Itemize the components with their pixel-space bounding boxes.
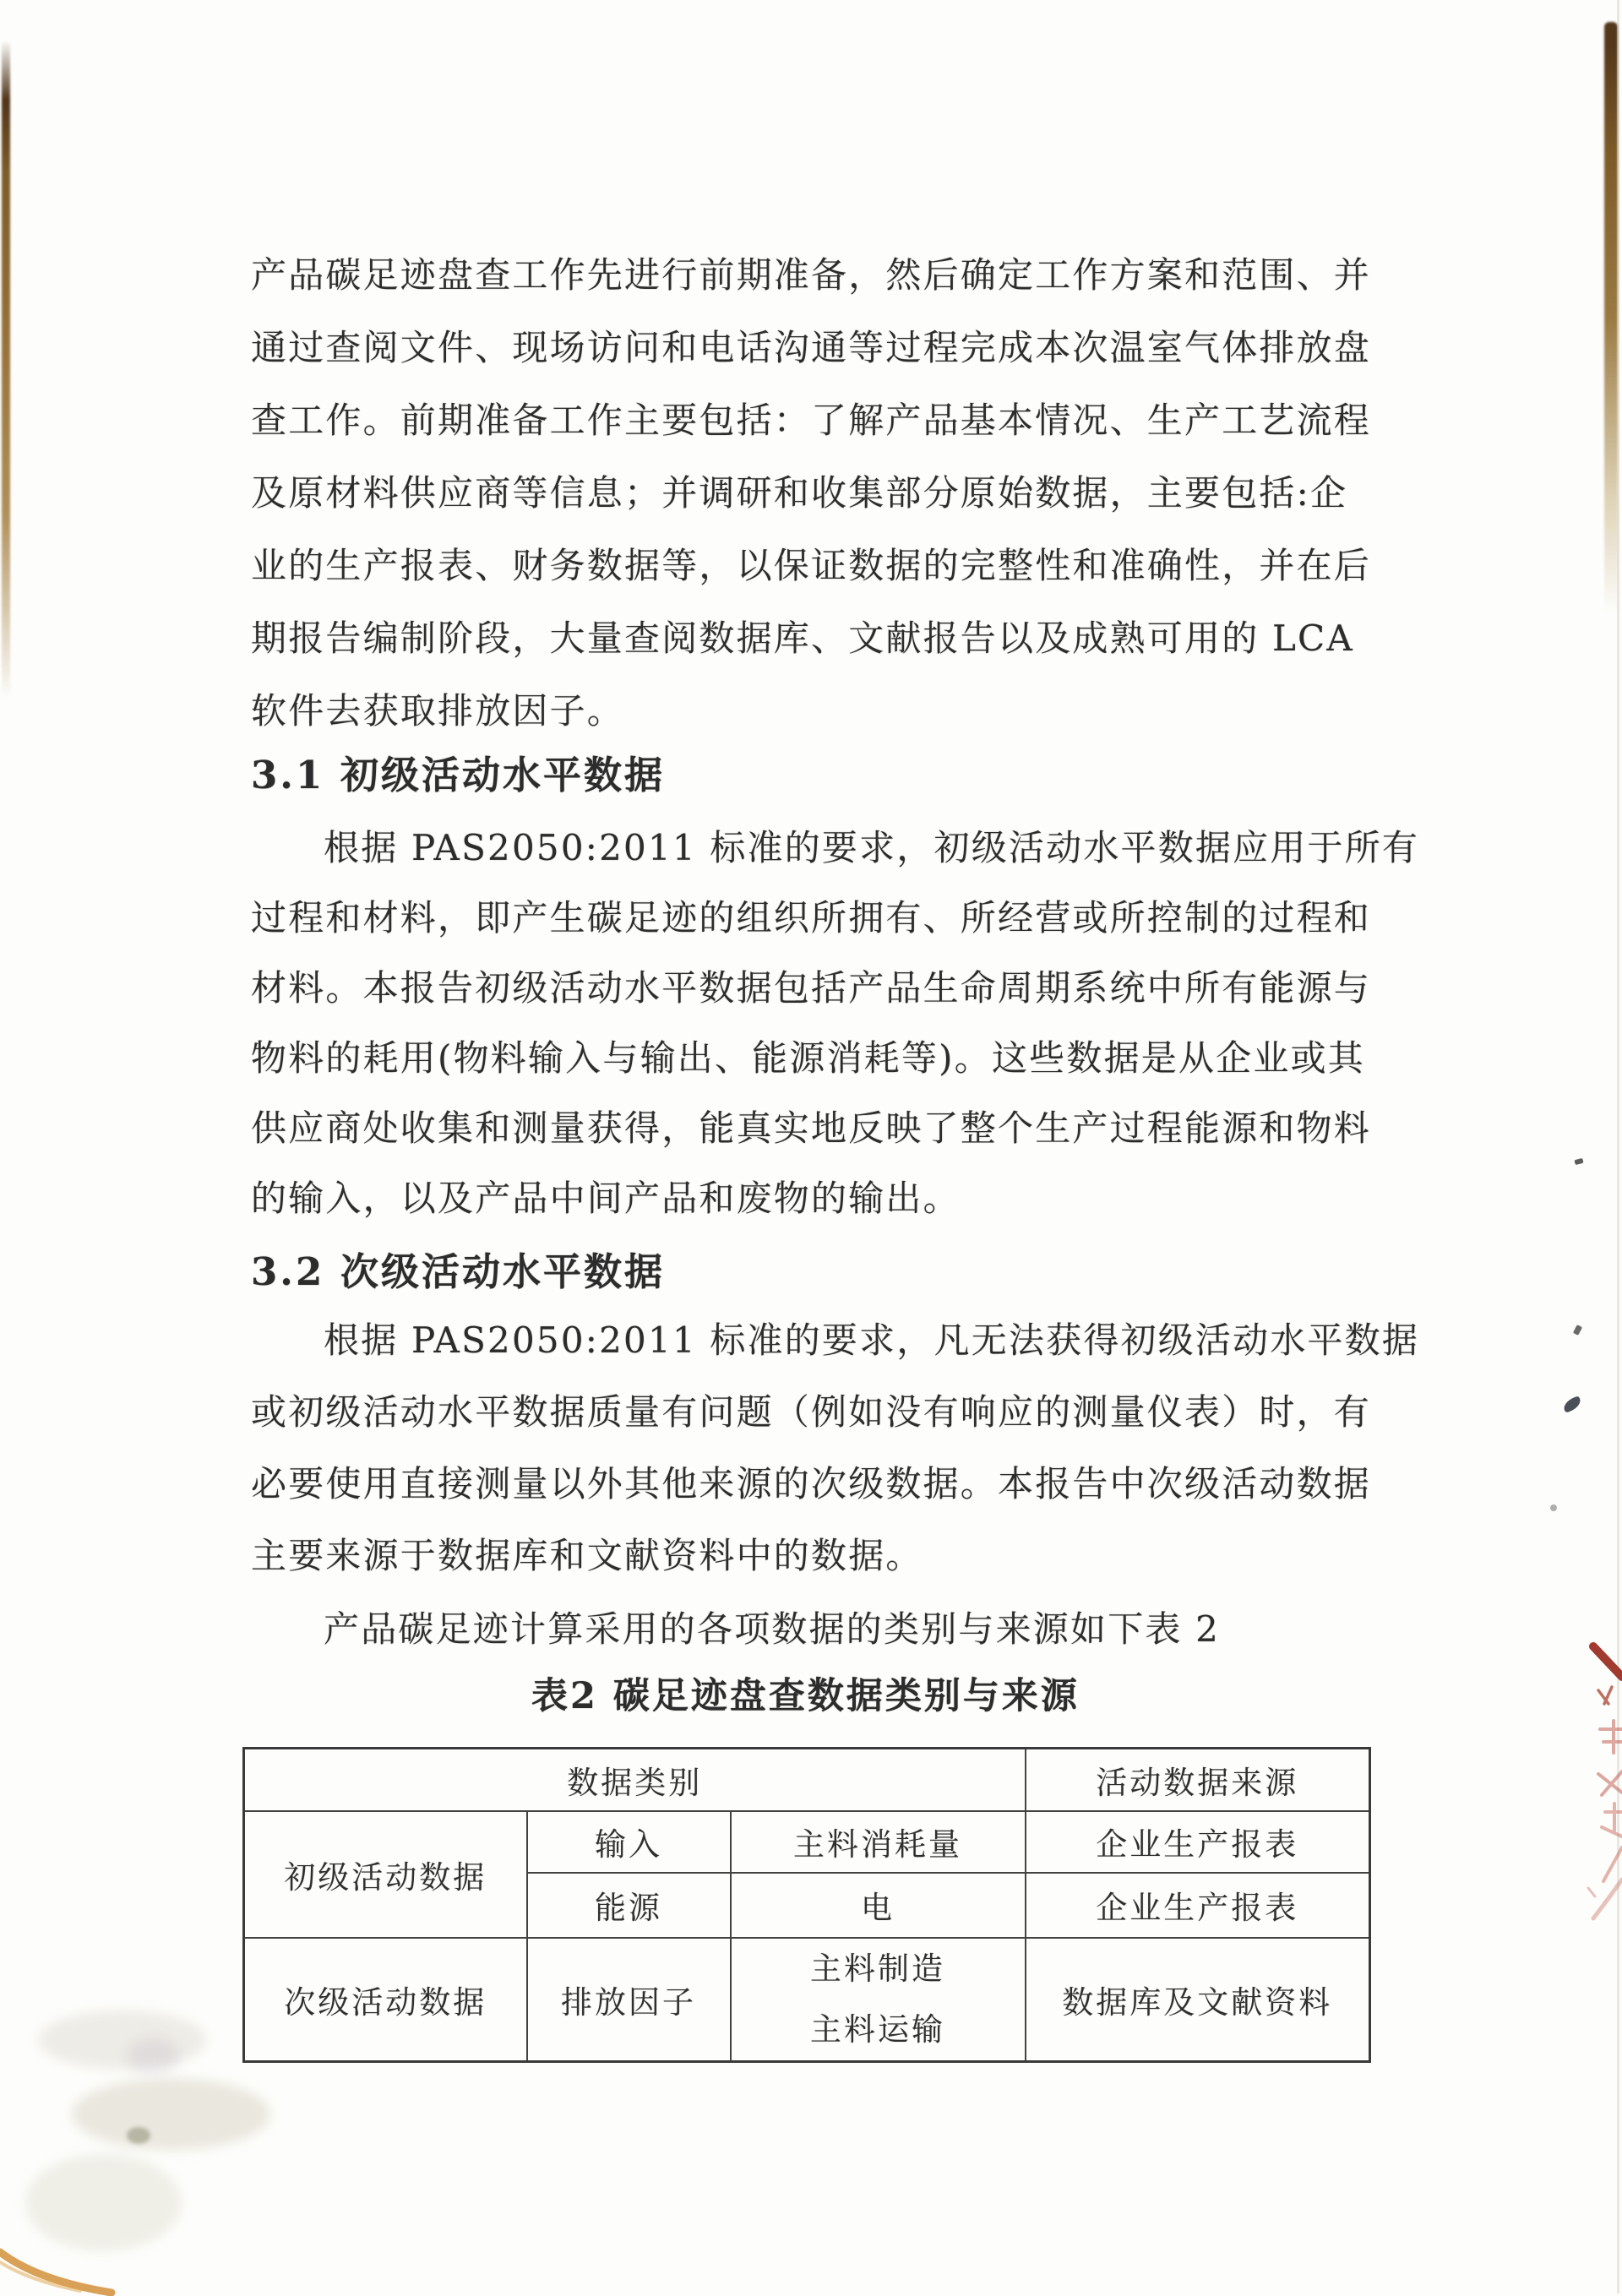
- table-header-row: [244, 1749, 1370, 1811]
- paragraph-line: 的输入，以及产品中间产品和废物的输出。: [251, 1178, 961, 1219]
- paragraph-line: 材料。本报告初级活动水平数据包括产品生命周期系统中所有能源与: [251, 967, 1372, 1009]
- cell-database-literature: 数据库及文献资料: [1026, 1938, 1370, 2062]
- cell-main-material-mfg-transport: [731, 1938, 1026, 2062]
- cell-line: 主料运输: [810, 2010, 946, 2048]
- paragraph-line: 期报告编制阶段，大量查阅数据库、文献报告以及成熟可用的 LCA: [251, 618, 1354, 659]
- ink-speck: [1573, 1325, 1582, 1336]
- paragraph-line: 主要来源于数据库和文献资料中的数据。: [251, 1535, 923, 1576]
- paragraph-table-intro: [251, 1593, 1380, 1666]
- paragraph-line: 供应商处收集和测量获得，能真实地反映了整个生产过程能源和物料: [251, 1107, 1372, 1149]
- cell-enterprise-production-report: 企业生产报表: [1026, 1873, 1370, 1938]
- paragraph-secondary-activity-data: [251, 1304, 1420, 1591]
- cell-primary-activity-data: 初级活动数据: [244, 1811, 527, 1938]
- paragraph-line: 必要使用直接测量以外其他来源的次级数据。本报告中次级活动数据: [251, 1463, 1372, 1504]
- paragraph-line: 软件去获取排放因子。: [251, 690, 625, 732]
- table-caption: 表2 碳足迹盘查数据类别与来源: [531, 1675, 1080, 1717]
- ink-speck: [1561, 1396, 1582, 1413]
- scan-smudge: [127, 2038, 179, 2073]
- paragraph-line: 或初级活动水平数据质量有问题（例如没有响应的测量仪表）时，有: [251, 1391, 1372, 1433]
- scan-edge-streak-right: [1604, 22, 1618, 613]
- cell-line: 主料制造: [810, 1950, 946, 1987]
- table-row: [244, 1938, 1370, 2062]
- paragraph-line: 及原材料供应商等信息；并调研和收集部分原始数据，主要包括:企: [251, 472, 1348, 514]
- section-heading-3-2: 3.2 次级活动水平数据: [251, 1249, 665, 1294]
- paragraph-primary-activity-data: [251, 813, 1420, 1233]
- paragraph-line: 物料的耗用(物料输入与输出、能源消耗等)。这些数据是从企业或其: [251, 1037, 1365, 1079]
- cell-input: 输入: [527, 1811, 731, 1873]
- paragraph-line: 过程和材料，即产生碳足迹的组织所拥有、所经营或所控制的过程和: [251, 897, 1372, 939]
- cell-secondary-activity-data: 次级活动数据: [244, 1938, 527, 2062]
- cell-emission-factor: 排放因子: [527, 1938, 731, 2062]
- scan-smudge: [38, 2010, 207, 2070]
- paragraph-line: 产品碳足迹盘查工作先进行前期准备，然后确定工作方案和范围、并: [251, 254, 1372, 296]
- corner-stain: [0, 2228, 114, 2296]
- table-header-data-category: 数据类别: [244, 1749, 1026, 1811]
- section-heading-3-1: 3.1 初级活动水平数据: [251, 753, 665, 797]
- cell-main-material-consumption: 主料消耗量: [731, 1811, 1026, 1873]
- ink-speck: [1550, 1504, 1557, 1511]
- paragraph-line: 根据 PAS2050:2011 标准的要求，凡无法获得初级活动水平数据: [324, 1319, 1420, 1361]
- cell-energy: 能源: [527, 1873, 731, 1938]
- ink-speck: [1574, 1158, 1583, 1165]
- table-header-activity-source: 活动数据来源: [1026, 1749, 1370, 1811]
- red-annotation-marks: [1563, 1635, 1622, 1926]
- scan-page-edge-line: [1617, 0, 1619, 2293]
- paragraph-intro: [251, 239, 1380, 748]
- paragraph-line: 产品碳足迹计算采用的各项数据的类别与来源如下表 2: [324, 1608, 1221, 1650]
- scan-smudge: [72, 2078, 270, 2150]
- paragraph-line: 根据 PAS2050:2011 标准的要求，初级活动水平数据应用于所有: [324, 827, 1420, 868]
- table-row: [244, 1811, 1370, 1873]
- paragraph-line: 查工作。前期准备工作主要包括：了解产品基本情况、生产工艺流程: [251, 400, 1372, 441]
- scan-smudge: [127, 2127, 150, 2144]
- paragraph-line: 业的生产报表、财务数据等，以保证数据的完整性和准确性，并在后: [251, 545, 1372, 586]
- cell-electricity: 电: [731, 1873, 1026, 1938]
- paragraph-line: 通过查阅文件、现场访问和电话沟通等过程完成本次温室气体排放盘: [251, 327, 1372, 368]
- data-category-source-table: [242, 1747, 1371, 2063]
- scan-edge-streak-left: [2, 41, 10, 699]
- cell-enterprise-production-report: 企业生产报表: [1026, 1811, 1370, 1873]
